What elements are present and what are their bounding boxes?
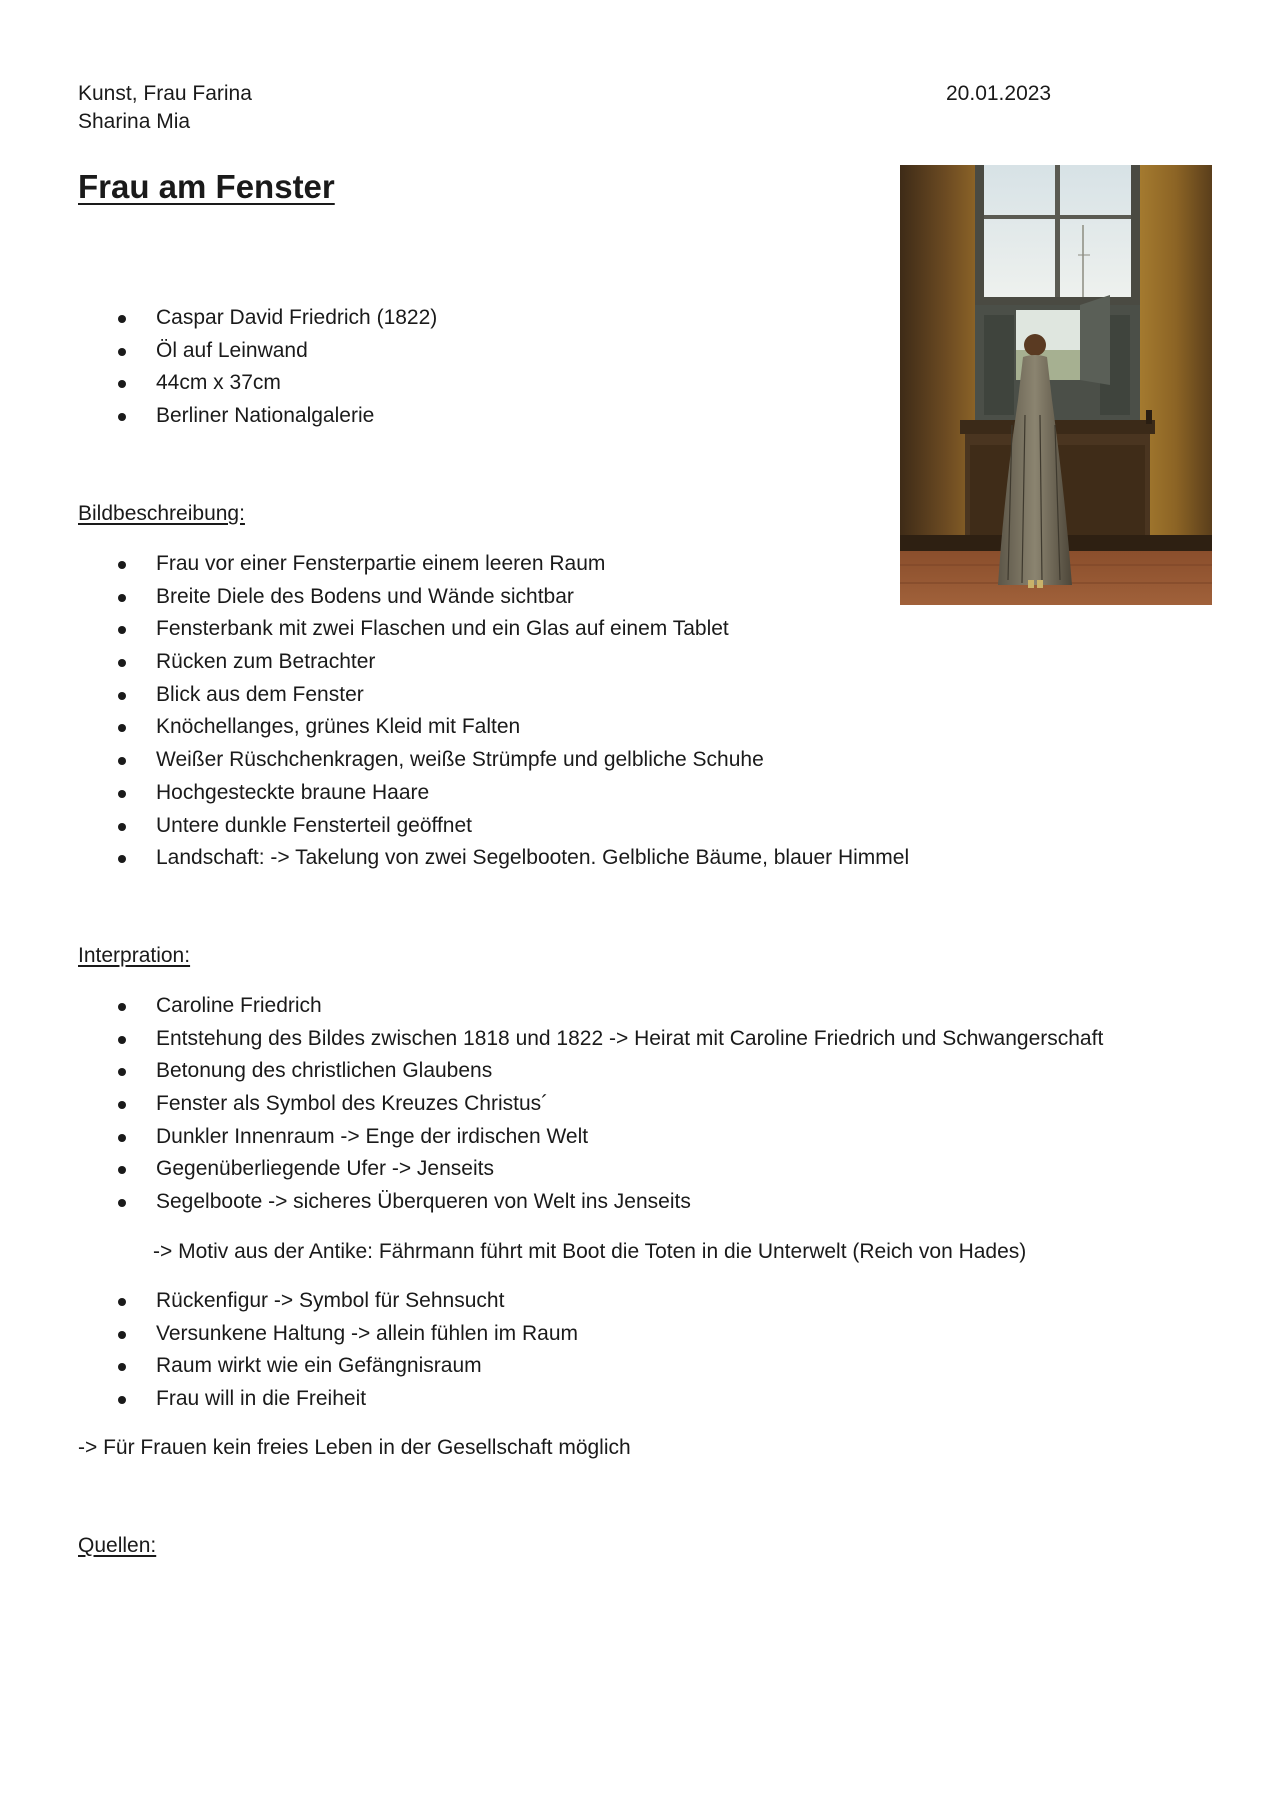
interpretation-list [0, 992, 1103, 1221]
list-item: Berliner Nationalgalerie [0, 402, 437, 435]
list-item: Rückenfigur -> Symbol für Sehnsucht [0, 1287, 578, 1320]
list-item: Fenster als Symbol des Kreuzes Christus´ [0, 1090, 1103, 1123]
description-heading: Bildbeschreibung: [78, 502, 245, 525]
facts-list [0, 304, 437, 435]
list-item: Entstehung des Bildes zwischen 1818 und 1822 -> Heirat mit Caroline Friedrich und Schwangerschaft [0, 1025, 1103, 1058]
list-item: Dunkler Innenraum -> Enge der irdischen Welt [0, 1123, 1103, 1156]
list-item: Caroline Friedrich [0, 992, 1103, 1025]
sources-heading: Quellen: [78, 1534, 157, 1557]
list-item: Rücken zum Betrachter [0, 648, 909, 681]
list-item: Segelboote -> sicheres Überqueren von Welt ins Jenseits [0, 1188, 1103, 1221]
list-item: Frau will in die Freiheit [0, 1385, 578, 1418]
motif-note: -> Motiv aus der Antike: Fährmann führt mit Boot die Toten in die Unterwelt (Reich von Hades) [153, 1240, 1027, 1263]
list-item: Betonung des christlichen Glaubens [0, 1057, 1103, 1090]
conclusion: -> Für Frauen kein freies Leben in der Gesellschaft möglich [78, 1436, 631, 1459]
interpretation-list-continued [0, 1287, 578, 1418]
description-list [0, 550, 909, 877]
list-item: Knöchellanges, grünes Kleid mit Falten [0, 713, 909, 746]
list-item: Blick aus dem Fenster [0, 681, 909, 714]
page-title: Frau am Fenster [78, 168, 335, 205]
list-item: Gegenüberliegende Ufer -> Jenseits [0, 1155, 1103, 1188]
list-item: Hochgesteckte braune Haare [0, 779, 909, 812]
list-item: Öl auf Leinwand [0, 337, 437, 370]
list-item: 44cm x 37cm [0, 369, 437, 402]
subject-teacher: Kunst, Frau Farina [78, 82, 252, 105]
student-name: Sharina Mia [78, 110, 191, 133]
list-item: Landschaft: -> Takelung von zwei Segelbooten. Gelbliche Bäume, blauer Himmel [0, 844, 909, 877]
list-item: Caspar David Friedrich (1822) [0, 304, 437, 337]
interpretation-heading: Interpration: [78, 944, 191, 967]
list-item: Weißer Rüschchenkragen, weiße Strümpfe und gelbliche Schuhe [0, 746, 909, 779]
painting-image [900, 165, 1212, 605]
list-item: Raum wirkt wie ein Gefängnisraum [0, 1352, 578, 1385]
list-item: Fensterbank mit zwei Flaschen und ein Glas auf einem Tablet [0, 615, 909, 648]
list-item: Frau vor einer Fensterpartie einem leeren Raum [0, 550, 909, 583]
list-item: Breite Diele des Bodens und Wände sichtbar [0, 583, 909, 616]
document-date: 20.01.2023 [946, 82, 1052, 105]
list-item: Versunkene Haltung -> allein fühlen im Raum [0, 1320, 578, 1353]
list-item: Untere dunkle Fensterteil geöffnet [0, 812, 909, 845]
